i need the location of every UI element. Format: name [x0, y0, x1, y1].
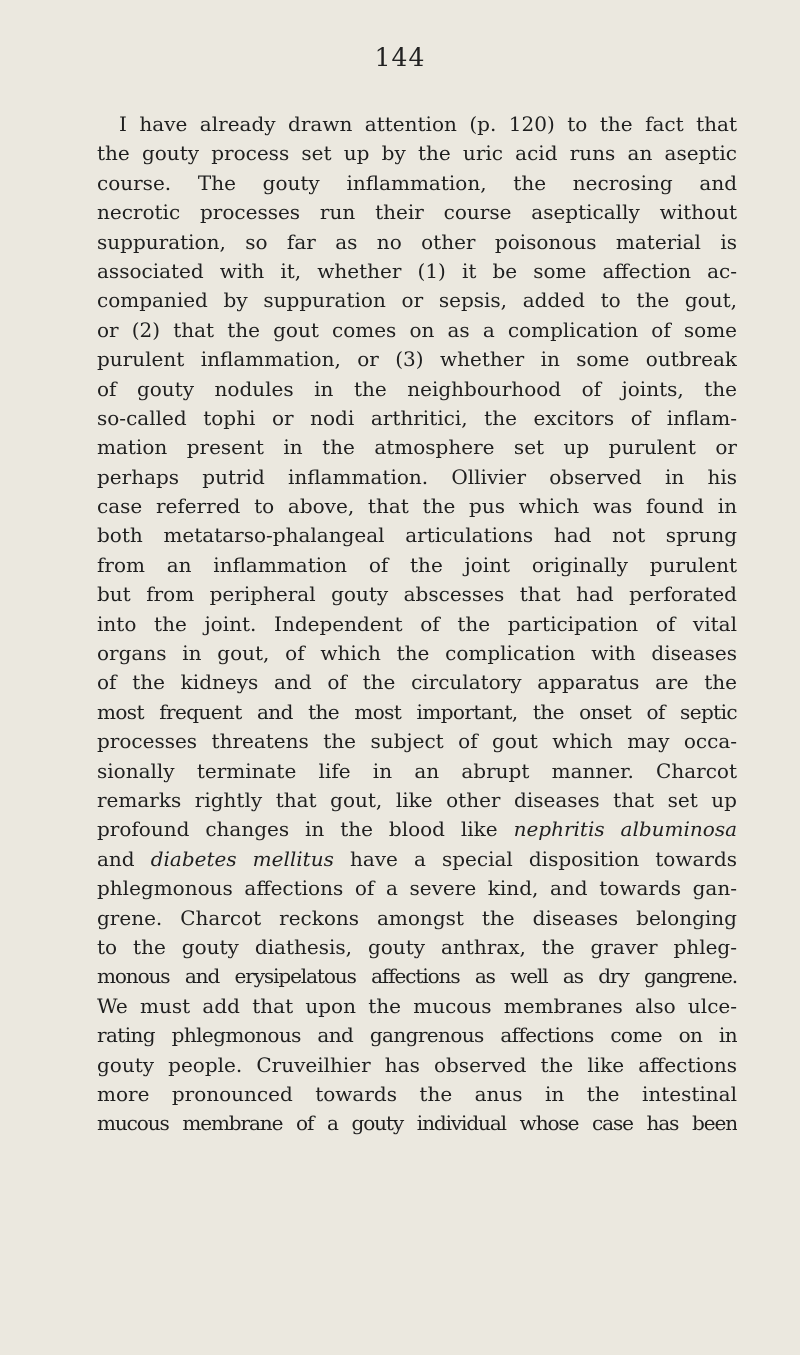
text-line: associated with it, whether (1) it be some affection ac-: [97, 258, 737, 283]
text-line: or (2) that the gout comes on as a complication of some: [97, 317, 737, 342]
text-line: to the gouty diathesis, gouty anthrax, the graver phleg-: [97, 934, 737, 959]
text-line: of gouty nodules in the neighbourhood of joints, the: [97, 376, 737, 401]
text-line: most frequent and the most important, the onset of septic: [97, 699, 737, 724]
text-line: but from peripheral gouty abscesses that had perforated: [97, 582, 737, 607]
text-line: both metatarso-phalangeal articulations had not sprung: [97, 523, 737, 548]
text-line: I have already drawn attention (p. 120) to the fact that: [119, 112, 737, 136]
text-line: course. The gouty inflammation, the necrosing and: [97, 170, 737, 195]
text-line: more pronounced towards the anus in the intestinal: [97, 1081, 737, 1106]
text-segment: and: [97, 846, 135, 871]
text-line: [97, 845, 737, 874]
text-line: from an inflammation of the joint originally purulent: [97, 552, 737, 577]
text-line: case referred to above, that the pus which was found in: [97, 494, 737, 519]
text-line: mucous membrane of a gouty individual whose case has been: [97, 1111, 737, 1136]
text-segment: have a special disposition towards: [349, 846, 737, 871]
text-line: necrotic processes run their course aseptically without: [97, 200, 737, 225]
text-line: We must add that upon the mucous membranes also ulce-: [97, 993, 737, 1018]
text-line: gouty people. Cruveilhier has observed the like affections: [97, 1052, 737, 1077]
text-line: suppuration, so far as no other poisonous material is: [97, 229, 737, 254]
text-line: [97, 815, 737, 844]
italic-term: nephritis albuminosa: [513, 817, 737, 842]
text-line: purulent inflammation, or (3) whether in some outbreak: [97, 347, 737, 372]
text-line: remarks rightly that gout, like other diseases that set up: [97, 787, 737, 812]
text-line: phlegmonous affections of a severe kind, and towards gan-: [97, 876, 737, 901]
page-number: 144: [374, 43, 426, 72]
text-segment: profound changes in the blood like: [97, 817, 498, 842]
italic-term: diabetes mellitus: [150, 846, 334, 871]
text-line: the gouty process set up by the uric acid runs an aseptic: [97, 141, 737, 166]
text-line: so-called tophi or nodi arthritici, the excitors of inflam-: [97, 405, 737, 430]
text-line: organs in gout, of which the complication with diseases: [97, 641, 737, 666]
text-line: perhaps putrid inflammation. Ollivier observed in his: [97, 464, 737, 489]
text-line: of the kidneys and of the circulatory apparatus are the: [97, 670, 737, 695]
text-line: mation present in the atmosphere set up purulent or: [97, 435, 737, 460]
text-line: monous and erysipelatous affections as well as dry gangrene.: [97, 964, 737, 989]
text-line: into the joint. Independent of the participation of vital: [97, 611, 737, 636]
text-line: companied by suppuration or sepsis, added to the gout,: [97, 288, 737, 313]
text-line: processes threatens the subject of gout which may occa-: [97, 729, 737, 754]
text-line: rating phlegmonous and gangrenous affections come on in: [97, 1023, 737, 1048]
text-line: grene. Charcot reckons amongst the diseases belonging: [97, 905, 737, 930]
body-paragraph: [97, 110, 737, 1139]
text-line: sionally terminate life in an abrupt manner. Charcot: [97, 758, 737, 783]
